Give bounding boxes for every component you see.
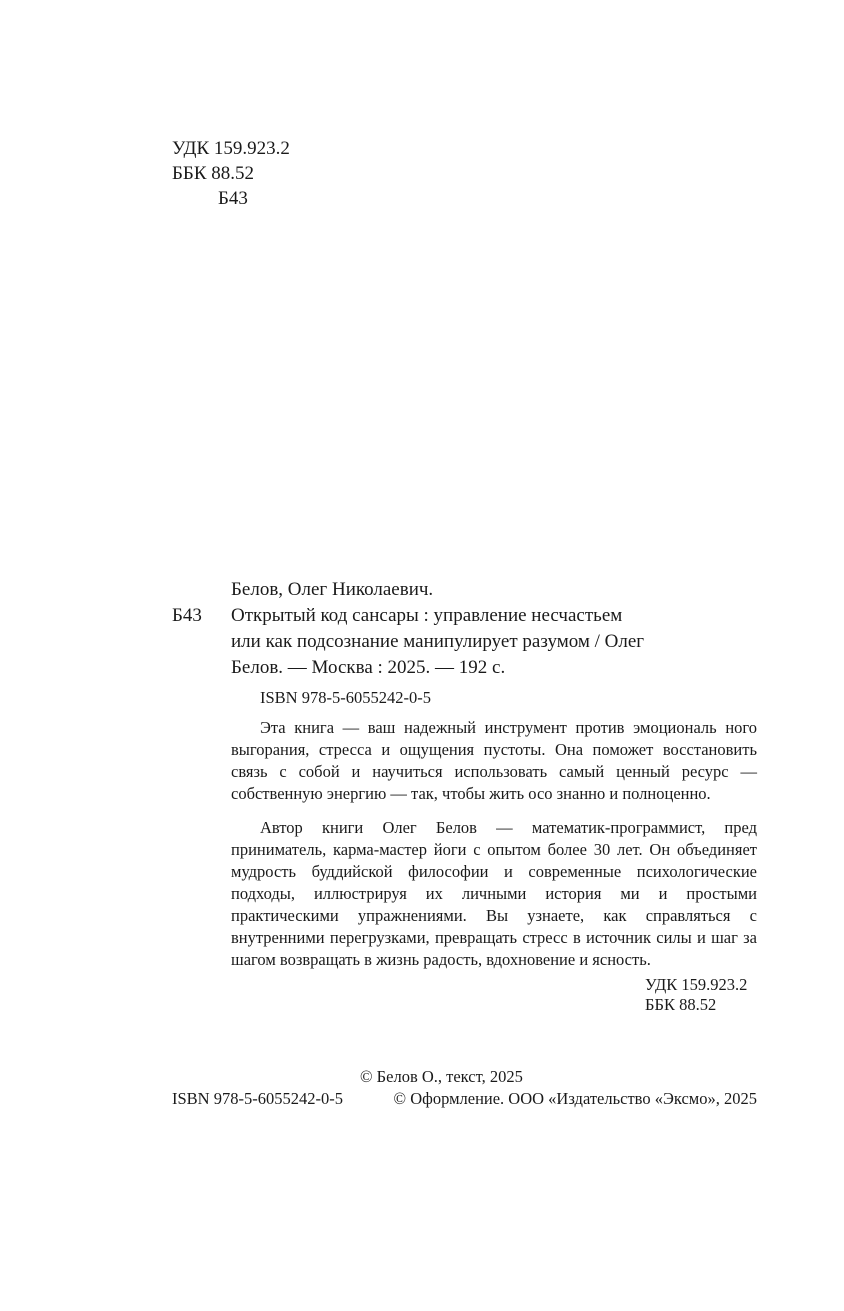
annotation-line: справляться с внутренними перегрузками, превращать стресс bbox=[231, 906, 757, 947]
annotation-line: вдохновение и ясность. bbox=[486, 950, 651, 969]
record-title-line: Открытый код сансары : управление несчастьем bbox=[231, 605, 623, 626]
footer-row bbox=[172, 1088, 757, 1110]
record-udk-code: УДК 159.923.2 bbox=[645, 975, 748, 994]
record-classification bbox=[645, 975, 757, 1015]
annotation-line: в источник силы и шаг за шагом возвращать в жизнь радость, bbox=[231, 928, 757, 969]
classification-index bbox=[172, 136, 290, 211]
annotation-line: Эта книга — ваш надежный инструмент против эмоциональ bbox=[260, 718, 717, 737]
bbk-code: ББК 88.52 bbox=[172, 163, 254, 184]
record-title-block bbox=[172, 603, 757, 681]
author-sign: Б43 bbox=[218, 188, 248, 209]
annotation-line: приниматель, карма-мастер йоги с опытом более 30 лет. Он bbox=[231, 840, 677, 859]
record-title-line: или как подсознание манипулирует разумом / Олег bbox=[231, 631, 645, 652]
annotation-line: Автор книги Олег Белов — математик-программист, пред bbox=[260, 818, 757, 837]
footer-isbn: ISBN 978-5-6055242-0-5 bbox=[172, 1089, 343, 1108]
bibliographic-record bbox=[172, 577, 757, 1015]
record-isbn: ISBN 978-5-6055242-0-5 bbox=[260, 688, 431, 707]
annotation-paragraph-2 bbox=[172, 817, 757, 971]
annotation-line: ценный ресурс — собственную энергию — так, чтобы жить осо bbox=[231, 762, 757, 803]
annotation-paragraph-1 bbox=[172, 717, 757, 805]
annotation-line: психологические подходы, иллюстрируя их личными история bbox=[231, 862, 757, 903]
copyright-design: © Оформление. ООО «Издательство «Эксмо», 2025 bbox=[393, 1089, 757, 1108]
annotation-line: знанно и полноценно. bbox=[556, 784, 711, 803]
annotation-line: ного выгорания, стресса и ощущения пустоты. Она поможет bbox=[231, 718, 757, 759]
annotation-line: ми и простыми практическими упражнениями. Вы узнаете, как bbox=[231, 884, 757, 925]
copyright-text: © Белов О., текст, 2025 bbox=[360, 1067, 523, 1086]
annotation-line: восстановить связь с собой и научиться использовать самый bbox=[231, 740, 757, 781]
record-author: Белов, Олег Николаевич. bbox=[231, 579, 434, 600]
record-title-line: Белов. — Москва : 2025. — 192 с. bbox=[231, 657, 506, 678]
annotation-line: объединяет мудрость буддийской философии и современные bbox=[231, 840, 757, 881]
record-bbk-code: ББК 88.52 bbox=[645, 995, 717, 1014]
copyright-footer bbox=[172, 1066, 757, 1110]
udk-code: УДК 159.923.2 bbox=[172, 138, 290, 159]
record-author-sign: Б43 bbox=[172, 605, 202, 626]
